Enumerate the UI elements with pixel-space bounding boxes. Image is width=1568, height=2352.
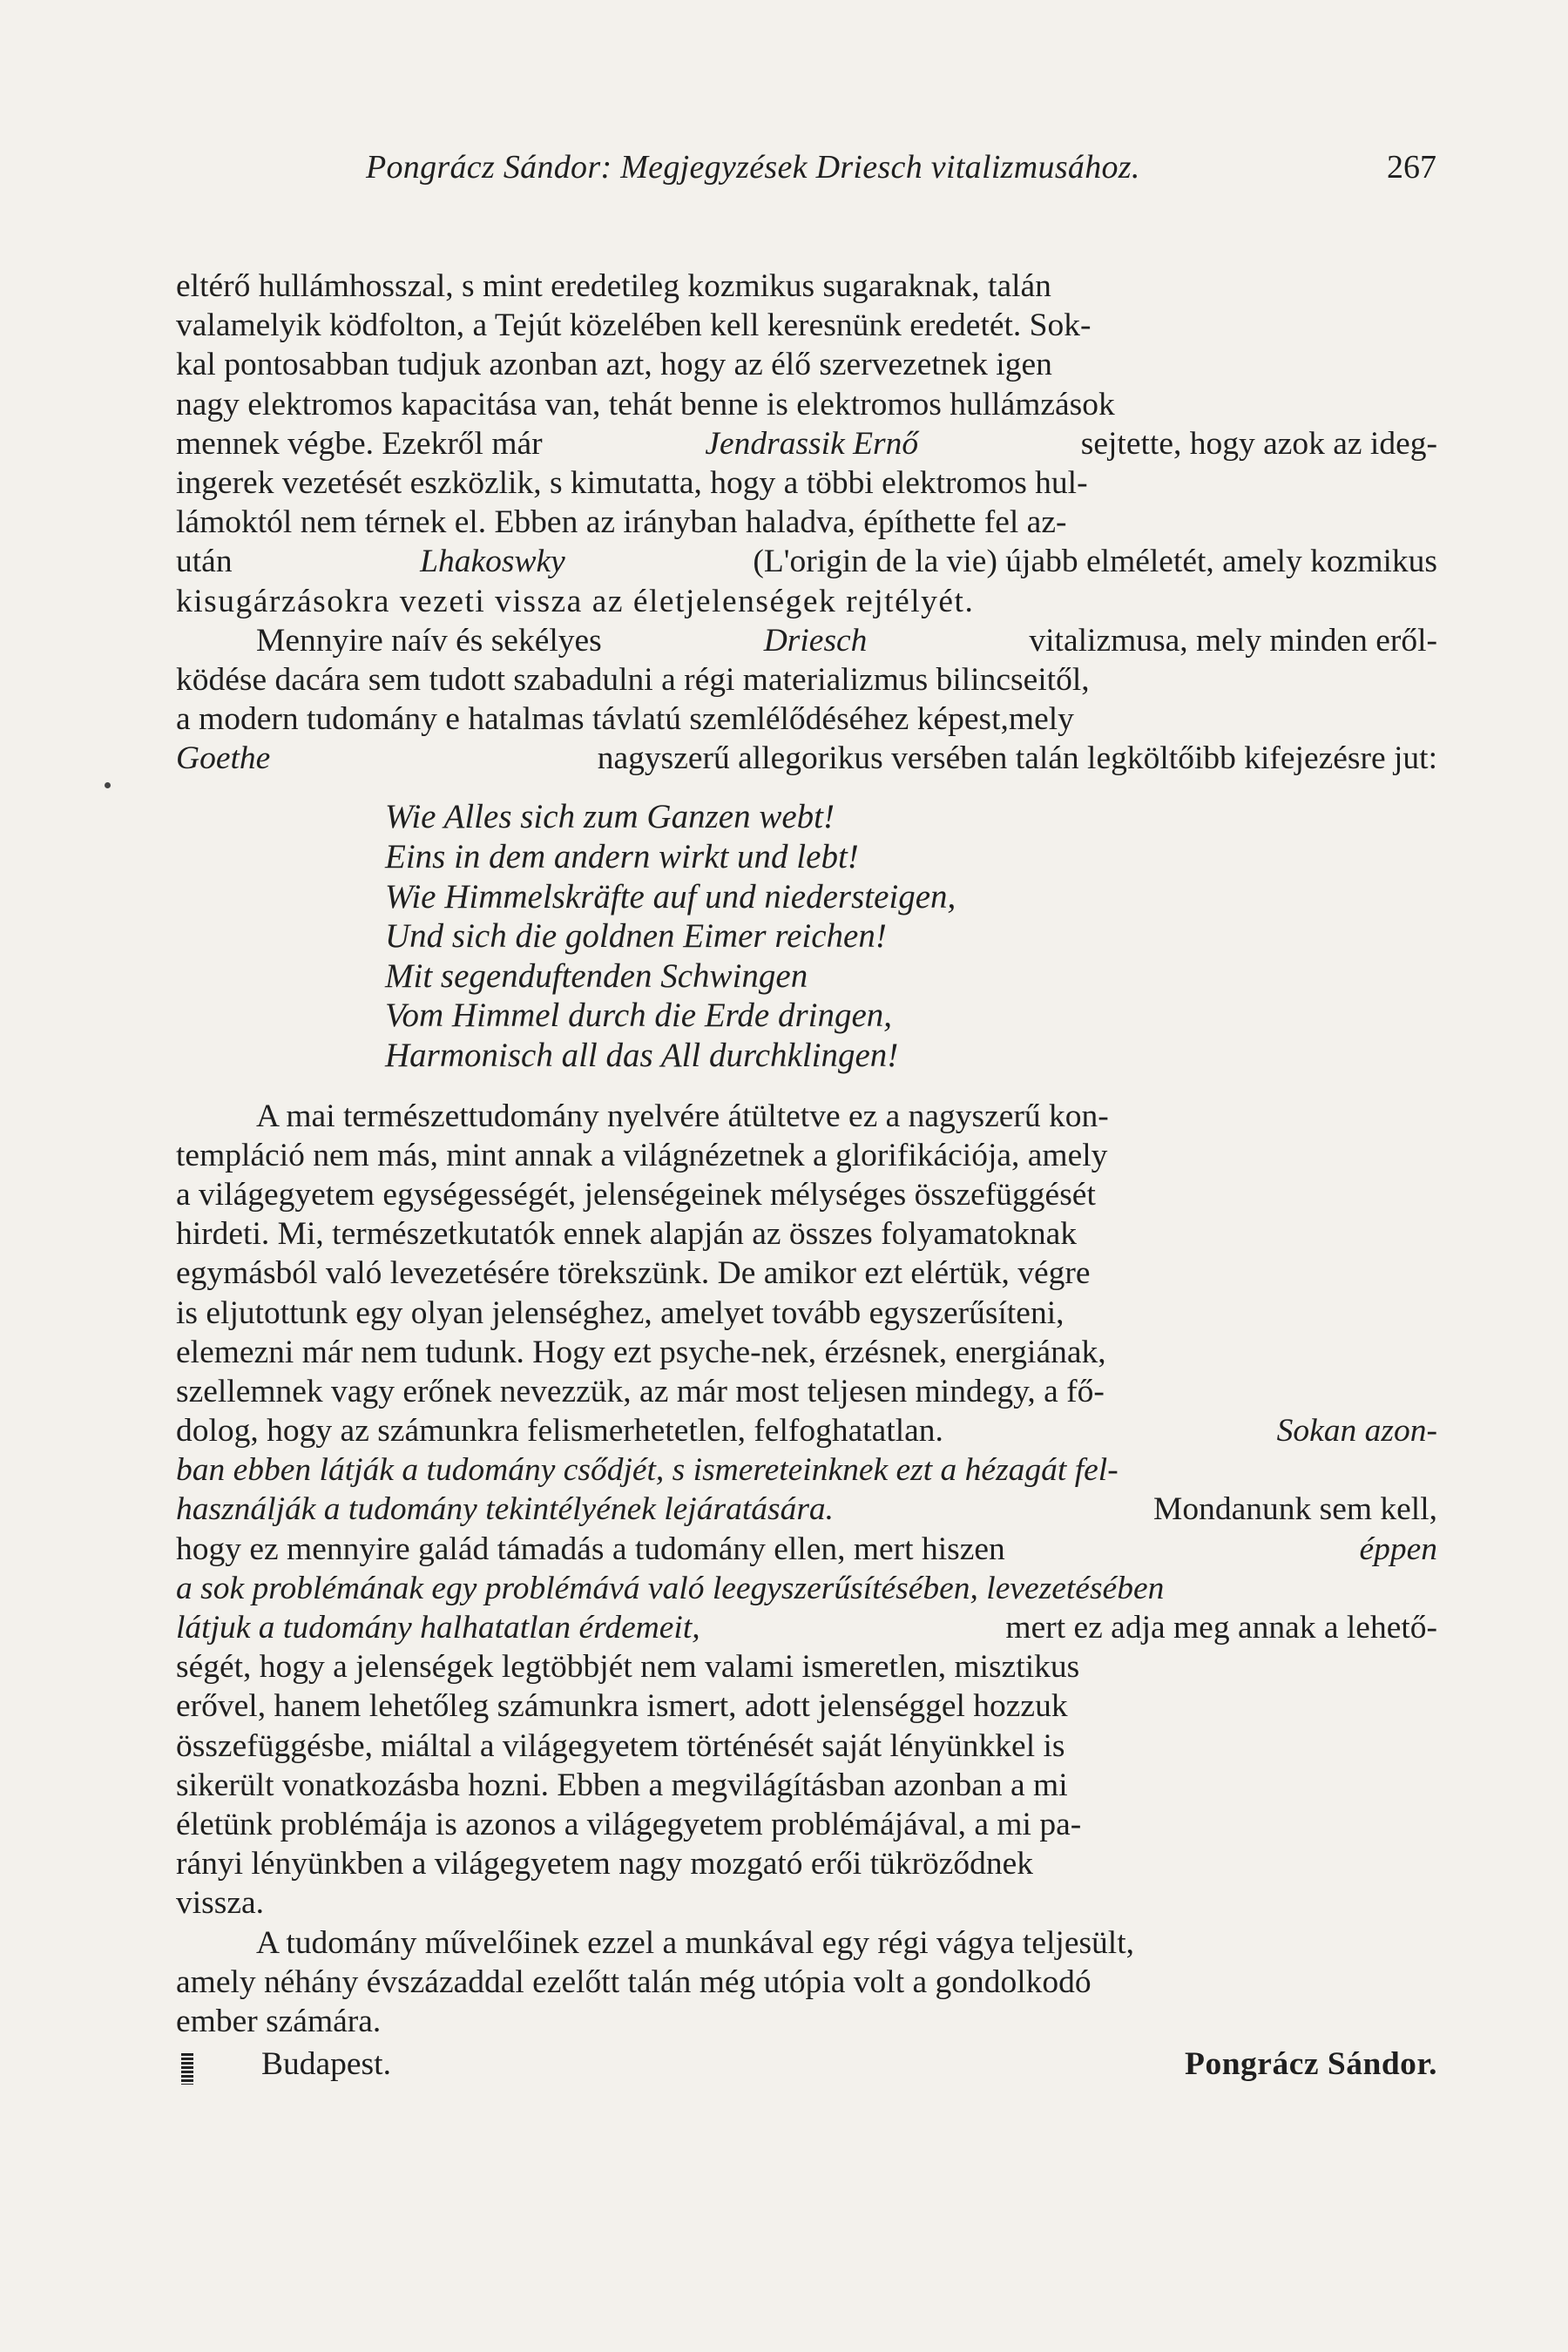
running-title: Pongrácz Sándor: Megjegyzések Driesch vitalizmusához. [366,149,1140,186]
italic-segment: éppen [1359,1531,1437,1567]
text-segment: egymásból való levezetésére törekszünk. De amikor ezt elértük, végre [176,1255,1091,1292]
italic-segment: használják a tudomány tekintélyének lejáratására. [176,1491,835,1528]
poem-line: Wie Himmelskräfte auf und niedersteigen, [385,877,956,916]
text-segment: a modern tudomány e hatalmas távlatú szemlélődéséhez képest,mely [176,701,1074,738]
text-segment: ember számára. [176,2003,382,2039]
text-segment: szellemnek vagy erőnek nevezzük, az már most teljesen mindegy, a fő- [176,1373,1105,1409]
poem-line: Mit segenduftenden Schwingen [385,956,808,995]
text-line [176,1333,1437,1372]
text-segment: Mennyire naív és sekélyes [256,622,602,659]
text-line [176,385,1437,424]
poem-line: Harmonisch all das All durchklingen! [385,1037,899,1074]
text-line [176,463,1437,503]
text-line [176,1411,1437,1450]
text-segment: amely néhány évszázaddal ezelőtt talán még utópia volt a gondolkodó [176,1963,1092,2000]
text-line [176,503,1437,542]
italic-segment: Sokan azon- [1276,1413,1437,1450]
text-segment: A tudomány művelőinek ezzel a munkával egy régi vágya teljesült, [256,1924,1135,1961]
text-segment: sikerült vonatkozásba hozni. Ebben a megvilágításban azonban a mi [176,1767,1068,1803]
text-line [176,1569,1437,1608]
page-number: 267 [1387,149,1436,186]
text-segment: dolog, hogy az számunkra felismerhetetlen, felfoghatatlan. [176,1413,943,1450]
poem-line: Eins in dem andern wirkt und lebt! [385,838,859,876]
name-jendrassik: Jendrassik Ernő [705,425,919,462]
margin-mark-icon [181,2053,193,2085]
text-line [176,345,1437,384]
text-segment: ségét, hogy a jelenségek legtöbbjét nem valami ismeretlen, misztikus [176,1649,1080,1686]
text-segment: a világegyetem egységességét, jelenségeinek mélységes összefüggését [176,1176,1096,1213]
text-line [176,1923,1437,1963]
text-segment: Mondanunk sem kell, [1152,1491,1437,1528]
name-lhakoswky: Lhakoswky [420,544,565,580]
text-line [176,1175,1437,1214]
text-segment: mert ez adja meg annak a lehető- [1005,1610,1437,1646]
text-segment: ködése dacára sem tudott szabadulni a régi materializmus bilincseitől, [176,661,1090,698]
text-segment: nagy elektromos kapacitása van, tehát benne is elektromos hullámzások [176,386,1115,422]
text-segment: mennek végbe. Ezekről már [176,425,543,462]
text-line [176,1450,1437,1490]
text-segment: hirdeti. Mi, természetkutatók ennek alapján az összes folyamatoknak [176,1216,1078,1253]
text-line [176,1254,1437,1293]
text-line [176,621,1437,660]
poem-line: Und sich die goldnen Eimer reichen! [385,917,887,956]
poem-line: Wie Alles sich zum Ganzen webt! [385,798,835,836]
text-segment: elemezni már nem tudunk. Hogy ezt psyche-nek, érzésnek, energiának, [176,1334,1106,1370]
text-line [176,1963,1437,2002]
italic-segment: ban ebben látják a tudomány csődjét, s ismereteinknek ezt a hézagát fel- [176,1452,1119,1489]
paragraph-1 [176,267,1437,621]
text-line [176,582,1437,621]
text-segment: erővel, hanem lehetőleg számunkra ismert, adott jelenséggel hozzuk [176,1688,1068,1725]
poem-quote [176,797,1437,1075]
text-line [176,1766,1437,1805]
text-line [176,1097,1437,1136]
text-segment: ingerek vezetését eszközlik, s kimutatta, hogy a többi elektromos hul- [176,464,1088,501]
text-line [176,1805,1437,1844]
text-line [176,1608,1437,1647]
text-segment: eltérő hullámhosszal, s mint eredetileg kozmikus sugaraknak, talán [176,268,1051,304]
text-line [176,1136,1437,1175]
text-segment: vissza. [176,1885,265,1922]
name-goethe: Goethe [176,740,271,777]
text-segment: templáció nem más, mint annak a világnézetnek a glorifikációja, amely [176,1137,1108,1173]
italic-segment: a sok problémának egy problémává való leegyszerűsítésében, levezetésében [176,1570,1165,1606]
text-line [176,1214,1437,1254]
text-line [176,660,1437,700]
paragraph-3 [176,1097,1437,1923]
closing-row [176,2044,1437,2088]
text-line [176,1844,1437,1883]
text-segment: rányi lényünkben a világegyetem nagy mozgató erői tükröződnek [176,1846,1034,1882]
italic-segment: látjuk a tudomány halhatatlan érdemeit, [176,1610,700,1646]
text-line [176,267,1437,306]
paragraph-2 [176,621,1437,779]
place-name: Budapest. [261,2046,391,2083]
text-line [176,1294,1437,1333]
text-line [176,2002,1437,2041]
text-segment: (L'origin de la vie) újabb elméletét, amely kozmikus [753,544,1437,580]
text-line [176,739,1437,778]
author-signature: Pongrácz Sándor. [1185,2046,1437,2083]
margin-dot [105,782,111,788]
text-line [176,1530,1437,1569]
text-segment: kisugárzásokra vezeti vissza az életjelenségek rejtélyét. [176,583,975,619]
text-line [176,1372,1437,1411]
text-segment: nagyszerű allegorikus versében talán legköltőibb kifejezésre jut: [597,740,1437,777]
name-driesch: Driesch [763,622,868,659]
text-segment: hogy ez mennyire galád támadás a tudomány ellen, mert hiszen [176,1531,1005,1567]
text-segment: vitalizmusa, mely minden eről- [1029,622,1437,659]
text-segment: A mai természettudomány nyelvére átültetve ez a nagyszerű kon- [256,1098,1109,1134]
text-line [176,1490,1437,1529]
text-line [176,424,1437,463]
text-line [176,700,1437,739]
text-segment: összefüggésbe, miáltal a világegyetem történését saját lényünkkel is [176,1727,1065,1764]
paragraph-4 [176,1923,1437,2042]
text-line [176,542,1437,581]
text-line [176,1647,1437,1686]
text-segment: is eljutottunk egy olyan jelenséghez, amelyet tovább egyszerűsíteni, [176,1294,1064,1331]
text-line [176,1686,1437,1726]
text-line [176,306,1437,345]
text-segment: lámoktól nem térnek el. Ebben az irányban haladva, építhette fel az- [176,504,1067,541]
text-segment: életünk problémája is azonos a világegyetem problémájával, a mi pa- [176,1806,1082,1842]
text-segment: valamelyik ködfolton, a Tejút közelében kell keresnünk eredetét. Sok- [176,308,1092,344]
poem-line: Vom Himmel durch die Erde dringen, [385,997,893,1035]
text-line [176,1883,1437,1923]
text-line [176,1727,1437,1766]
text-segment: kal pontosabban tudjuk azonban azt, hogy az élő szervezetnek igen [176,347,1052,383]
main-text [176,267,1437,2088]
text-segment: sejtette, hogy azok az ideg- [1080,425,1437,462]
text-segment: után [176,544,233,580]
